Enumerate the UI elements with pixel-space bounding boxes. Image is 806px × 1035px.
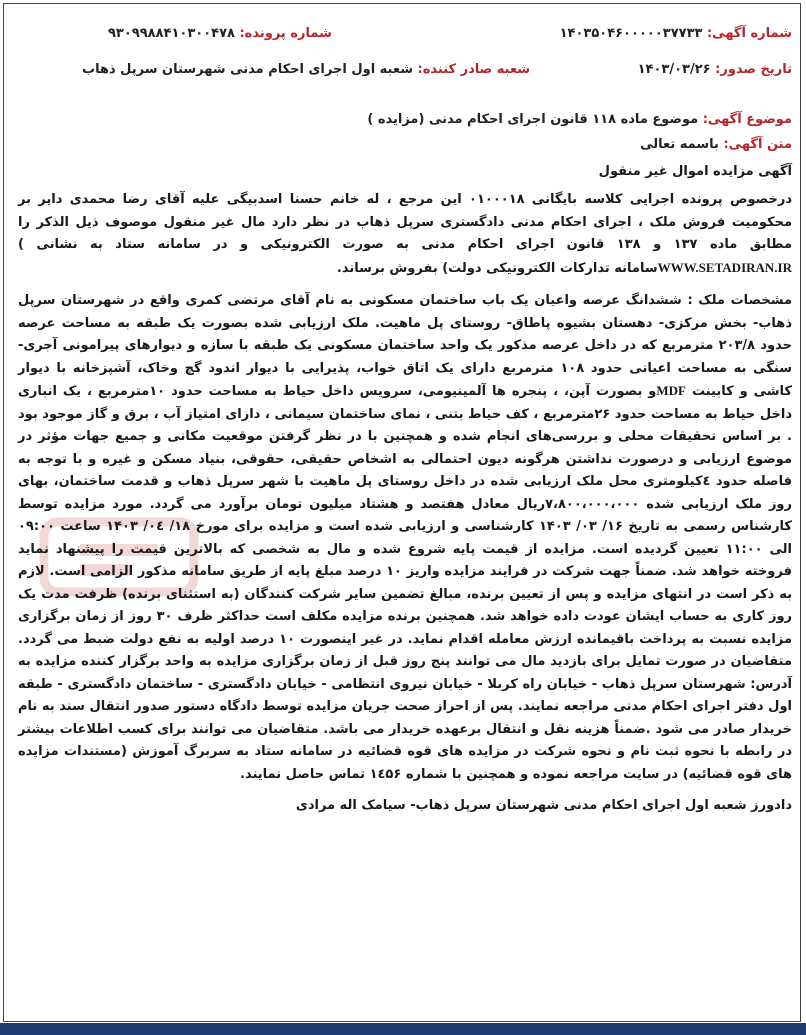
details-text-before: مشخصات ملک : ششدانگ عرصه واعیان یک باب ساختمان مسکونی به نام آقای مرتضی کمری واقع در شهرستان سرپل ذهاب- بخش مرکزی- دهستان بشیوه پاطاق- روستای پل ماهیت. ملک ارزیابی شده بصورت یک طبقه به مساحت عرصه حدود ۲۰۳/۸ مترمربع که در داخل عرصه مذکور یک واحد ساختمان مسکونی یک طبقه با سازه و دیوارهای پیرامونی آجری- سنگی به مساحت اعیانی حدود ۱۰۸ مترمربع دارای یک اتاق خواب، پذیرایی با دیوار اندود گچ وخاک، آشپزخانه با دیوار کاشی و کابینت bbox=[18, 293, 793, 399]
meta-row-numbers bbox=[18, 26, 792, 52]
issuer-value: شعبه اول اجرای احکام مدنی شهرستان سرپل ذهاب bbox=[82, 62, 413, 77]
text-head-label: متن آگهی: bbox=[723, 137, 792, 152]
notice-content bbox=[18, 26, 792, 813]
case-number-value: ۹۳۰۹۹۸۸۴۱۰۳۰۰۴۷۸ bbox=[108, 26, 235, 41]
issuer bbox=[82, 62, 530, 77]
notice-number bbox=[560, 26, 792, 41]
notice-text-head bbox=[18, 137, 792, 152]
issue-date-label: تاریخ صدور: bbox=[715, 62, 792, 77]
notice-frame bbox=[3, 3, 801, 1022]
bottom-bar bbox=[0, 1023, 806, 1035]
notice-title: آگهی مزایده اموال غیر منقول bbox=[598, 164, 792, 179]
intro-text-before: درخصوص پرونده اجرایی کلاسه بایگانی ۰۱۰۰۰۱۸ این مرجع ، له خانم حسنا اسدبیگی علیه آقای رضا محمدی دایر بر محکومیت فروش ملک ، اجرای احکام مدنی دادگستری سرپل ذهاب در نظر دارد مال غیر منقول موصوف ذیل الذکر را مطابق ماده ۱۳۷ و ۱۳۸ قانون اجرای احکام مدنی به صورت الکترونیکی و در سامانه ستاد به نشانی ) bbox=[18, 192, 792, 252]
property-details-paragraph bbox=[18, 290, 792, 786]
case-number-label: شماره پرونده: bbox=[239, 26, 332, 41]
notice-number-label: شماره آگهی: bbox=[706, 26, 792, 41]
notice-subject bbox=[18, 112, 792, 127]
intro-text-after: سامانه تدارکات الکترونیکی دولت) بفروش برساند. bbox=[336, 260, 658, 276]
signature-line: دادورز شعبه اول اجرای احکام مدنی شهرستان سرپل ذهاب- سیامک اله مرادی bbox=[295, 798, 792, 813]
notice-number-value: ۱۴۰۳۵۰۴۶۰۰۰۰۰۳۷۷۳۳ bbox=[559, 26, 703, 41]
intro-paragraph bbox=[18, 189, 792, 280]
mdf-term: MDF bbox=[656, 383, 686, 398]
issuer-label: شعبه صادر کننده: bbox=[417, 62, 531, 77]
case-number bbox=[108, 26, 332, 41]
meta-row-date-issuer bbox=[18, 62, 792, 88]
text-head-value: باسمه تعالی bbox=[640, 137, 719, 152]
subject-label: موضوع آگهی: bbox=[702, 112, 792, 127]
issue-date bbox=[638, 62, 792, 77]
details-text-after: و بصورت آپن، ، پنجره ها آلمینیومی، سرویس داخل حیاط به مساحت حدود ۱۰مترمربع ، یک انباری داخل حیاط به مساحت حدود ۲۶مترمربع ، کف حیاط بتنی ، نمای ساختمان سیمانی ، دارای امتیاز آب ، برق و گاز موجود بود . بر اساس تحقیقات محلی و بررسی‌های انجام شده و همچنین با در نظر گرفتن موقعیت مکانی و جمیع جهات مؤثر در موضوع ارزیابی و درصورت نداشتن هرگونه دیون احتمالی به اشخاص حقیقی، حقوقی، بنیاد مسکن و غیره و با توجه به فاصله حدود ٤کیلومتری محل ملک ارزیابی شده در داخل روستای پل ماهیت با شهر سرپل ذهاب و قدمت ساختمان، بهای روز ملک ارزیابی شده ۷،۸۰۰،۰۰۰،۰۰۰ریال معادل هفتصد و هشتاد میلیون تومان برآورد می گردد. مورد مزایده توسط کارشناس رسمی به تاریخ ۱۶/ ۰۳/ ۱۴۰۳ کارشناسی و ارزیابی شده است و مزایده برای مورخ ۱۸/ ۰٤/ ۱۴۰۳ ساعت ۰۹:۰۰ الی ۱۱:۰۰ تعیین گردیده است. مزایده از قیمت پایه شروع شده و مال به شخصی که بالاترین قیمت را پیشنهاد نماید فروخته خواهد شد. ضمناً جهت شرکت در فرایند مزایده واریز ۱۰ درصد مبلغ پایه از طریق سامانه مذکور الزامی است. لازم به ذکر است در انتهای مزایده و پس از تعیین برنده، مبالغ تضمین سایر شرکت کنندگان (به استثنای برنده) ظرفت مدت یک روز کاری به حساب ایشان عودت داده خواهد شد. همچنین برنده مزایده مکلف است حداکثر ظرف ۳۰ روز از زمان برگزاری مزایده نسبت به پرداخت باقیمانده ارزش معامله اقدام نماید. در غیر اینصورت ۱۰ درصد اولیه به نفع دولت ضبط می گردد. متقاضیان در صورت تمایل برای بازدید مال می توانند پنج روز قبل از زمان برگزاری مزایده به واحد برگزار کننده مزایده به آدرس: شهرستان سرپل ذهاب - خیابان راه کربلا - خیابان نیروی انتظامی - خیابان دادگستری - ساختمان دادگستری - طبقه اول دفتر اجرای احکام مدنی مراجعه نمایند. پس از احراز صحت جریان مزایده توسط دادگاه دستور صدور انتقال سند به نام خریدار صادر می شود .ضمناً هزینه نقل و انتقال برعهده خریدار می باشد. متقاضیان می توانند برای کسب اطلاعات بیشتر در رابطه با نحوه ثبت نام و نحوه شرکت در مزایده های قوه قضائیه در سامانه ستاد به سربرگ آموزش (مستندات مزایده های قوه قضائیه) در سایت مراجعه نموده و همچنین با شماره ۱٤۵۶ تماس حاصل نمایند. bbox=[18, 384, 793, 782]
setad-url: WWW.SETADIRAN.IR bbox=[657, 259, 792, 275]
issue-date-value: ۱۴۰۳/۰۳/۲۶ bbox=[637, 62, 711, 77]
subject-value: موضوع ماده ۱۱۸ قانون اجرای احکام مدنی (مزایده ) bbox=[367, 112, 699, 127]
